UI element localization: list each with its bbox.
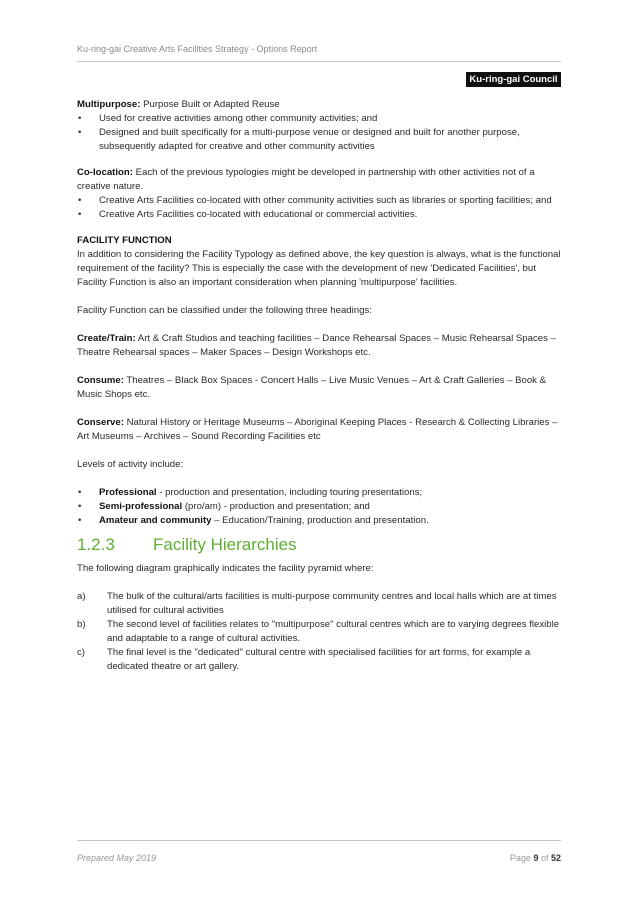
list-item — [77, 618, 561, 646]
list-item — [77, 646, 561, 674]
bullet-icon: • — [78, 501, 82, 512]
page-mid: of — [538, 853, 551, 863]
level-lead: Semi-professional — [99, 501, 183, 512]
multipurpose-text: Purpose Built or Adapted Reuse — [140, 99, 280, 110]
footer-prepared-date: Prepared May 2019 — [77, 853, 157, 863]
list-item-text: The bulk of the cultural/arts facilities is multi-purpose community centres and local halls which are at times utilised for cultural activities — [107, 591, 557, 616]
level-text: – Education/Training, production and presentation. — [211, 515, 429, 526]
list-marker: c) — [77, 647, 85, 658]
header-title: Ku-ring-gai Creative Arts Facilities Strategy - Options Report — [77, 44, 318, 54]
hierarchy-list — [77, 590, 561, 674]
level-text: - production and presentation, including touring presentations; — [156, 487, 423, 498]
levels-intro: Levels of activity include: — [77, 459, 184, 470]
level-text: (pro/am) - production and presentation; and — [182, 501, 370, 512]
colocation-paragraph — [77, 166, 561, 194]
page-total: 52 — [550, 853, 561, 863]
conserve-lead: Conserve: — [77, 417, 124, 428]
section-intro: The following diagram graphically indicates the facility pyramid where: — [77, 563, 374, 574]
list-item — [77, 126, 561, 154]
list-item — [77, 112, 561, 126]
page-current: 9 — [533, 853, 539, 863]
facility-function-paragraph: In addition to considering the Facility Typology as defined above, the key question is always, what is the functional requirement of the facility? This is especially the case with the development of new 'Dedicated Facilities', but Facility Function is also an important consideration when planning 'multipurpose' facilities. — [77, 249, 561, 288]
list-item — [77, 500, 561, 514]
list-item-text: The second level of facilities relates to "multipurpose" cultural centres which are to varying degrees flexible and adaptable to a range of cultural activities. — [107, 619, 560, 644]
levels-list — [77, 486, 561, 528]
list-item — [77, 194, 561, 208]
bullet-icon: • — [78, 487, 82, 498]
facility-function-classification: Facility Function can be classified under the following three headings: — [77, 305, 372, 316]
multipurpose-lead: Multipurpose: — [77, 99, 141, 110]
consume-paragraph — [77, 374, 561, 402]
list-item-text: The final level is the "dedicated" cultural centre with specialised facilities for art forms, for example a dedicated theatre or art gallery. — [107, 647, 531, 672]
create-train-lead: Create/Train: — [77, 333, 136, 344]
list-item — [77, 486, 561, 500]
list-item — [77, 208, 561, 222]
bullet-icon: • — [78, 127, 82, 138]
section-title: Facility Hierarchies — [153, 535, 297, 554]
bullet-text: Used for creative activities among other community activities; and — [99, 113, 378, 124]
section-heading — [77, 534, 561, 556]
bullet-icon: • — [78, 209, 82, 220]
multipurpose-bullets — [77, 112, 561, 154]
bullet-text: Designed and built specifically for a multi-purpose venue or designed and built for another purpose, subsequently adapted for creative and other community activities — [99, 127, 520, 152]
header-divider — [77, 61, 561, 62]
page-content — [77, 98, 561, 674]
level-lead: Amateur and community — [99, 515, 212, 526]
create-train-text: Art & Craft Studios and teaching facilities – Dance Rehearsal Spaces – Music Rehearsal Spaces – Theatre Rehearsal spaces – Maker Spaces – Design Workshops etc. — [77, 333, 556, 358]
bullet-icon: • — [78, 113, 82, 124]
section-number: 1.2.3 — [77, 535, 115, 554]
multipurpose-paragraph — [77, 98, 561, 112]
colocation-bullets — [77, 194, 561, 222]
list-item — [77, 514, 561, 528]
level-lead: Professional — [99, 487, 157, 498]
colocation-lead: Co-location: — [77, 167, 133, 178]
bullet-icon: • — [78, 195, 82, 206]
consume-lead: Consume: — [77, 375, 124, 386]
conserve-paragraph — [77, 416, 561, 444]
bullet-text: Creative Arts Facilities co-located with educational or commercial activities. — [99, 209, 418, 220]
footer-divider — [77, 840, 561, 841]
page-prefix: Page — [509, 853, 534, 863]
council-logo: Ku-ring-gai Council — [466, 72, 561, 87]
bullet-text: Creative Arts Facilities co-located with other community activities such as libraries or sporting facilities; and — [99, 195, 552, 206]
list-marker: a) — [77, 591, 86, 602]
facility-function-heading: FACILITY FUNCTION — [77, 235, 172, 246]
page-number — [510, 853, 561, 863]
create-train-paragraph — [77, 332, 561, 360]
bullet-icon: • — [78, 515, 82, 526]
list-item — [77, 590, 561, 618]
conserve-text: Natural History or Heritage Museums – Aboriginal Keeping Places - Research & Collecting Libraries – Art Museums – Archives – Sound Recording Facilities etc — [77, 417, 558, 442]
consume-text: Theatres – Black Box Spaces - Concert Halls – Live Music Venues – Art & Craft Galleries – Book & Music Shops etc. — [77, 375, 547, 400]
colocation-text: Each of the previous typologies might be developed in partnership with other activities not of a creative nature. — [77, 167, 535, 192]
list-marker: b) — [77, 619, 86, 630]
